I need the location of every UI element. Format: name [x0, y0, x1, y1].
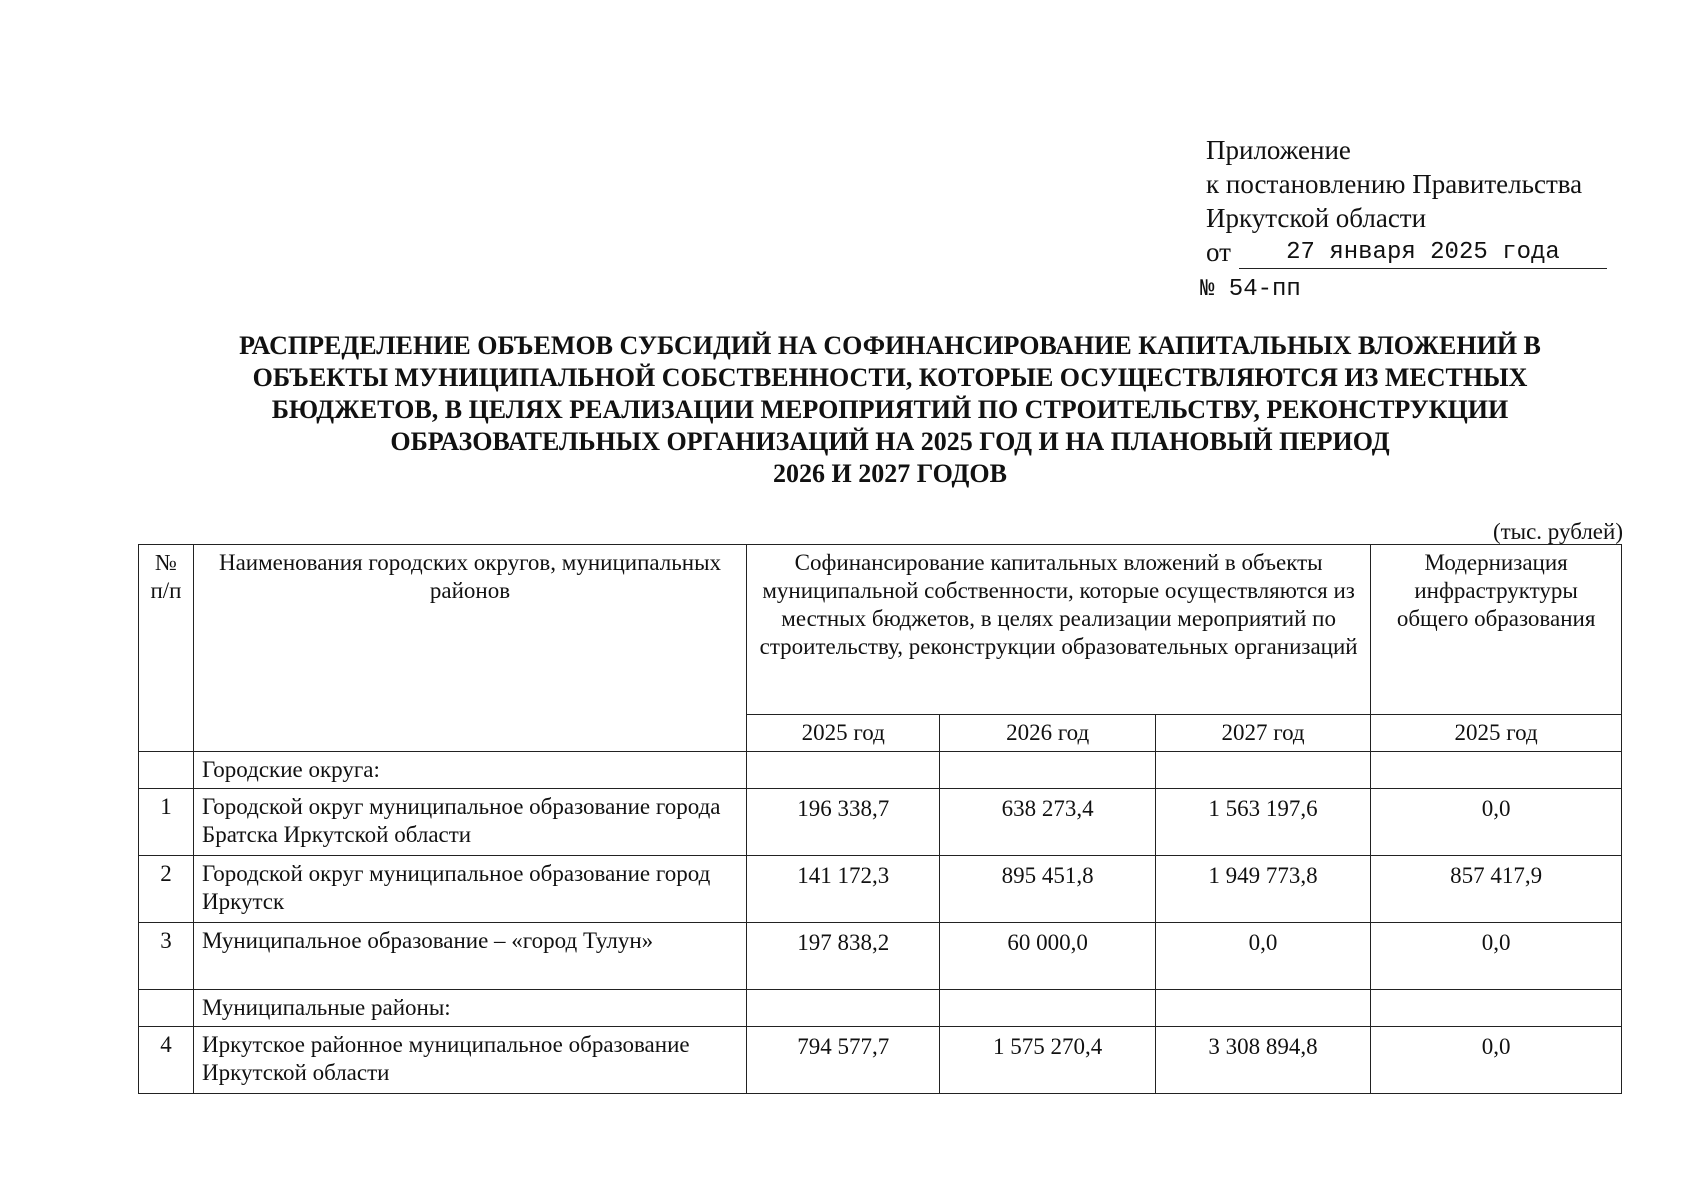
header-year: 2025 год	[1371, 715, 1622, 752]
table-cell	[1155, 752, 1370, 789]
row-value: 141 172,3	[747, 856, 940, 923]
table-cell	[139, 990, 194, 1027]
table-cell	[1371, 990, 1622, 1027]
table-cell	[940, 990, 1155, 1027]
table-row	[139, 923, 1622, 990]
unit-note: (тыс. рублей)	[1492, 519, 1623, 544]
title-line: ОБРАЗОВАТЕЛЬНЫХ ОРГАНИЗАЦИЙ НА 2025 ГОД И НА ПЛАНОВЫЙ ПЕРИОД	[390, 427, 1390, 456]
header-name: Наименования городских округов, муниципальных районов	[194, 545, 747, 752]
group-row	[139, 990, 1622, 1027]
row-name: Городской округ муниципальное образование город Иркутск	[194, 856, 747, 923]
group-row	[139, 752, 1622, 789]
date-prefix: от	[1206, 237, 1231, 267]
row-name: Иркутское районное муниципальное образование Иркутской области	[194, 1027, 747, 1094]
row-value: 638 273,4	[940, 789, 1155, 856]
appendix-line: Приложение	[1206, 135, 1351, 165]
row-value: 196 338,7	[747, 789, 940, 856]
row-value: 0,0	[1371, 923, 1622, 990]
title-line: ОБЪЕКТЫ МУНИЦИПАЛЬНОЙ СОБСТВЕННОСТИ, КОТОРЫЕ ОСУЩЕСТВЛЯЮТСЯ ИЗ МЕСТНЫХ	[252, 363, 1528, 392]
row-name: Городской округ муниципальное образование города Братска Иркутской области	[194, 789, 747, 856]
table-row	[139, 856, 1622, 923]
group-label: Муниципальные районы:	[194, 990, 747, 1027]
header-year: 2025 год	[747, 715, 940, 752]
row-value: 1 575 270,4	[940, 1027, 1155, 1094]
table-cell	[139, 752, 194, 789]
table-cell	[1155, 990, 1370, 1027]
date-value: 27 января 2025 года	[1239, 238, 1607, 269]
title-line: 2026 И 2027 ГОДОВ	[773, 459, 1007, 488]
table-cell	[1371, 752, 1622, 789]
row-value: 1 563 197,6	[1155, 789, 1370, 856]
row-value: 857 417,9	[1371, 856, 1622, 923]
row-num: 2	[139, 856, 194, 923]
header-modernization: Модернизация инфраструктуры общего образования	[1371, 545, 1622, 715]
resolution-number: № 54-пп	[1200, 276, 1301, 303]
header-year: 2027 год	[1155, 715, 1370, 752]
header-num: № п/п	[139, 545, 194, 752]
row-value: 0,0	[1371, 789, 1622, 856]
table-cell	[747, 752, 940, 789]
table-cell	[747, 990, 940, 1027]
appendix-line: Иркутской области	[1206, 203, 1427, 233]
appendix-date-line	[1206, 235, 1607, 269]
table-cell	[940, 752, 1155, 789]
row-num: 4	[139, 1027, 194, 1094]
title-line: РАСПРЕДЕЛЕНИЕ ОБЪЕМОВ СУБСИДИЙ НА СОФИНАНСИРОВАНИЕ КАПИТАЛЬНЫХ ВЛОЖЕНИЙ В	[239, 331, 1541, 360]
row-value: 197 838,2	[747, 923, 940, 990]
row-value: 895 451,8	[940, 856, 1155, 923]
row-value: 0,0	[1371, 1027, 1622, 1094]
table-row	[139, 1027, 1622, 1094]
table-row	[139, 789, 1622, 856]
header-cofinancing: Софинансирование капитальных вложений в объекты муниципальной собственности, которые осуществляются из местных бюджетов, в целях реализации мероприятий по строительству, реконструкции образовательных организаций	[747, 545, 1371, 715]
document-title	[140, 330, 1640, 490]
header-year: 2026 год	[940, 715, 1155, 752]
row-value: 1 949 773,8	[1155, 856, 1370, 923]
row-value: 0,0	[1155, 923, 1370, 990]
group-label: Городские округа:	[194, 752, 747, 789]
row-value: 794 577,7	[747, 1027, 940, 1094]
title-line: БЮДЖЕТОВ, В ЦЕЛЯХ РЕАЛИЗАЦИИ МЕРОПРИЯТИЙ ПО СТРОИТЕЛЬСТВУ, РЕКОНСТРУКЦИИ	[271, 395, 1509, 424]
row-num: 3	[139, 923, 194, 990]
row-name: Муниципальное образование – «город Тулун»	[194, 923, 747, 990]
appendix-line: к постановлению Правительства	[1206, 169, 1583, 199]
appendix-block	[1200, 133, 1607, 305]
row-num: 1	[139, 789, 194, 856]
row-value: 60 000,0	[940, 923, 1155, 990]
subsidies-table	[138, 544, 1622, 1094]
row-value: 3 308 894,8	[1155, 1027, 1370, 1094]
